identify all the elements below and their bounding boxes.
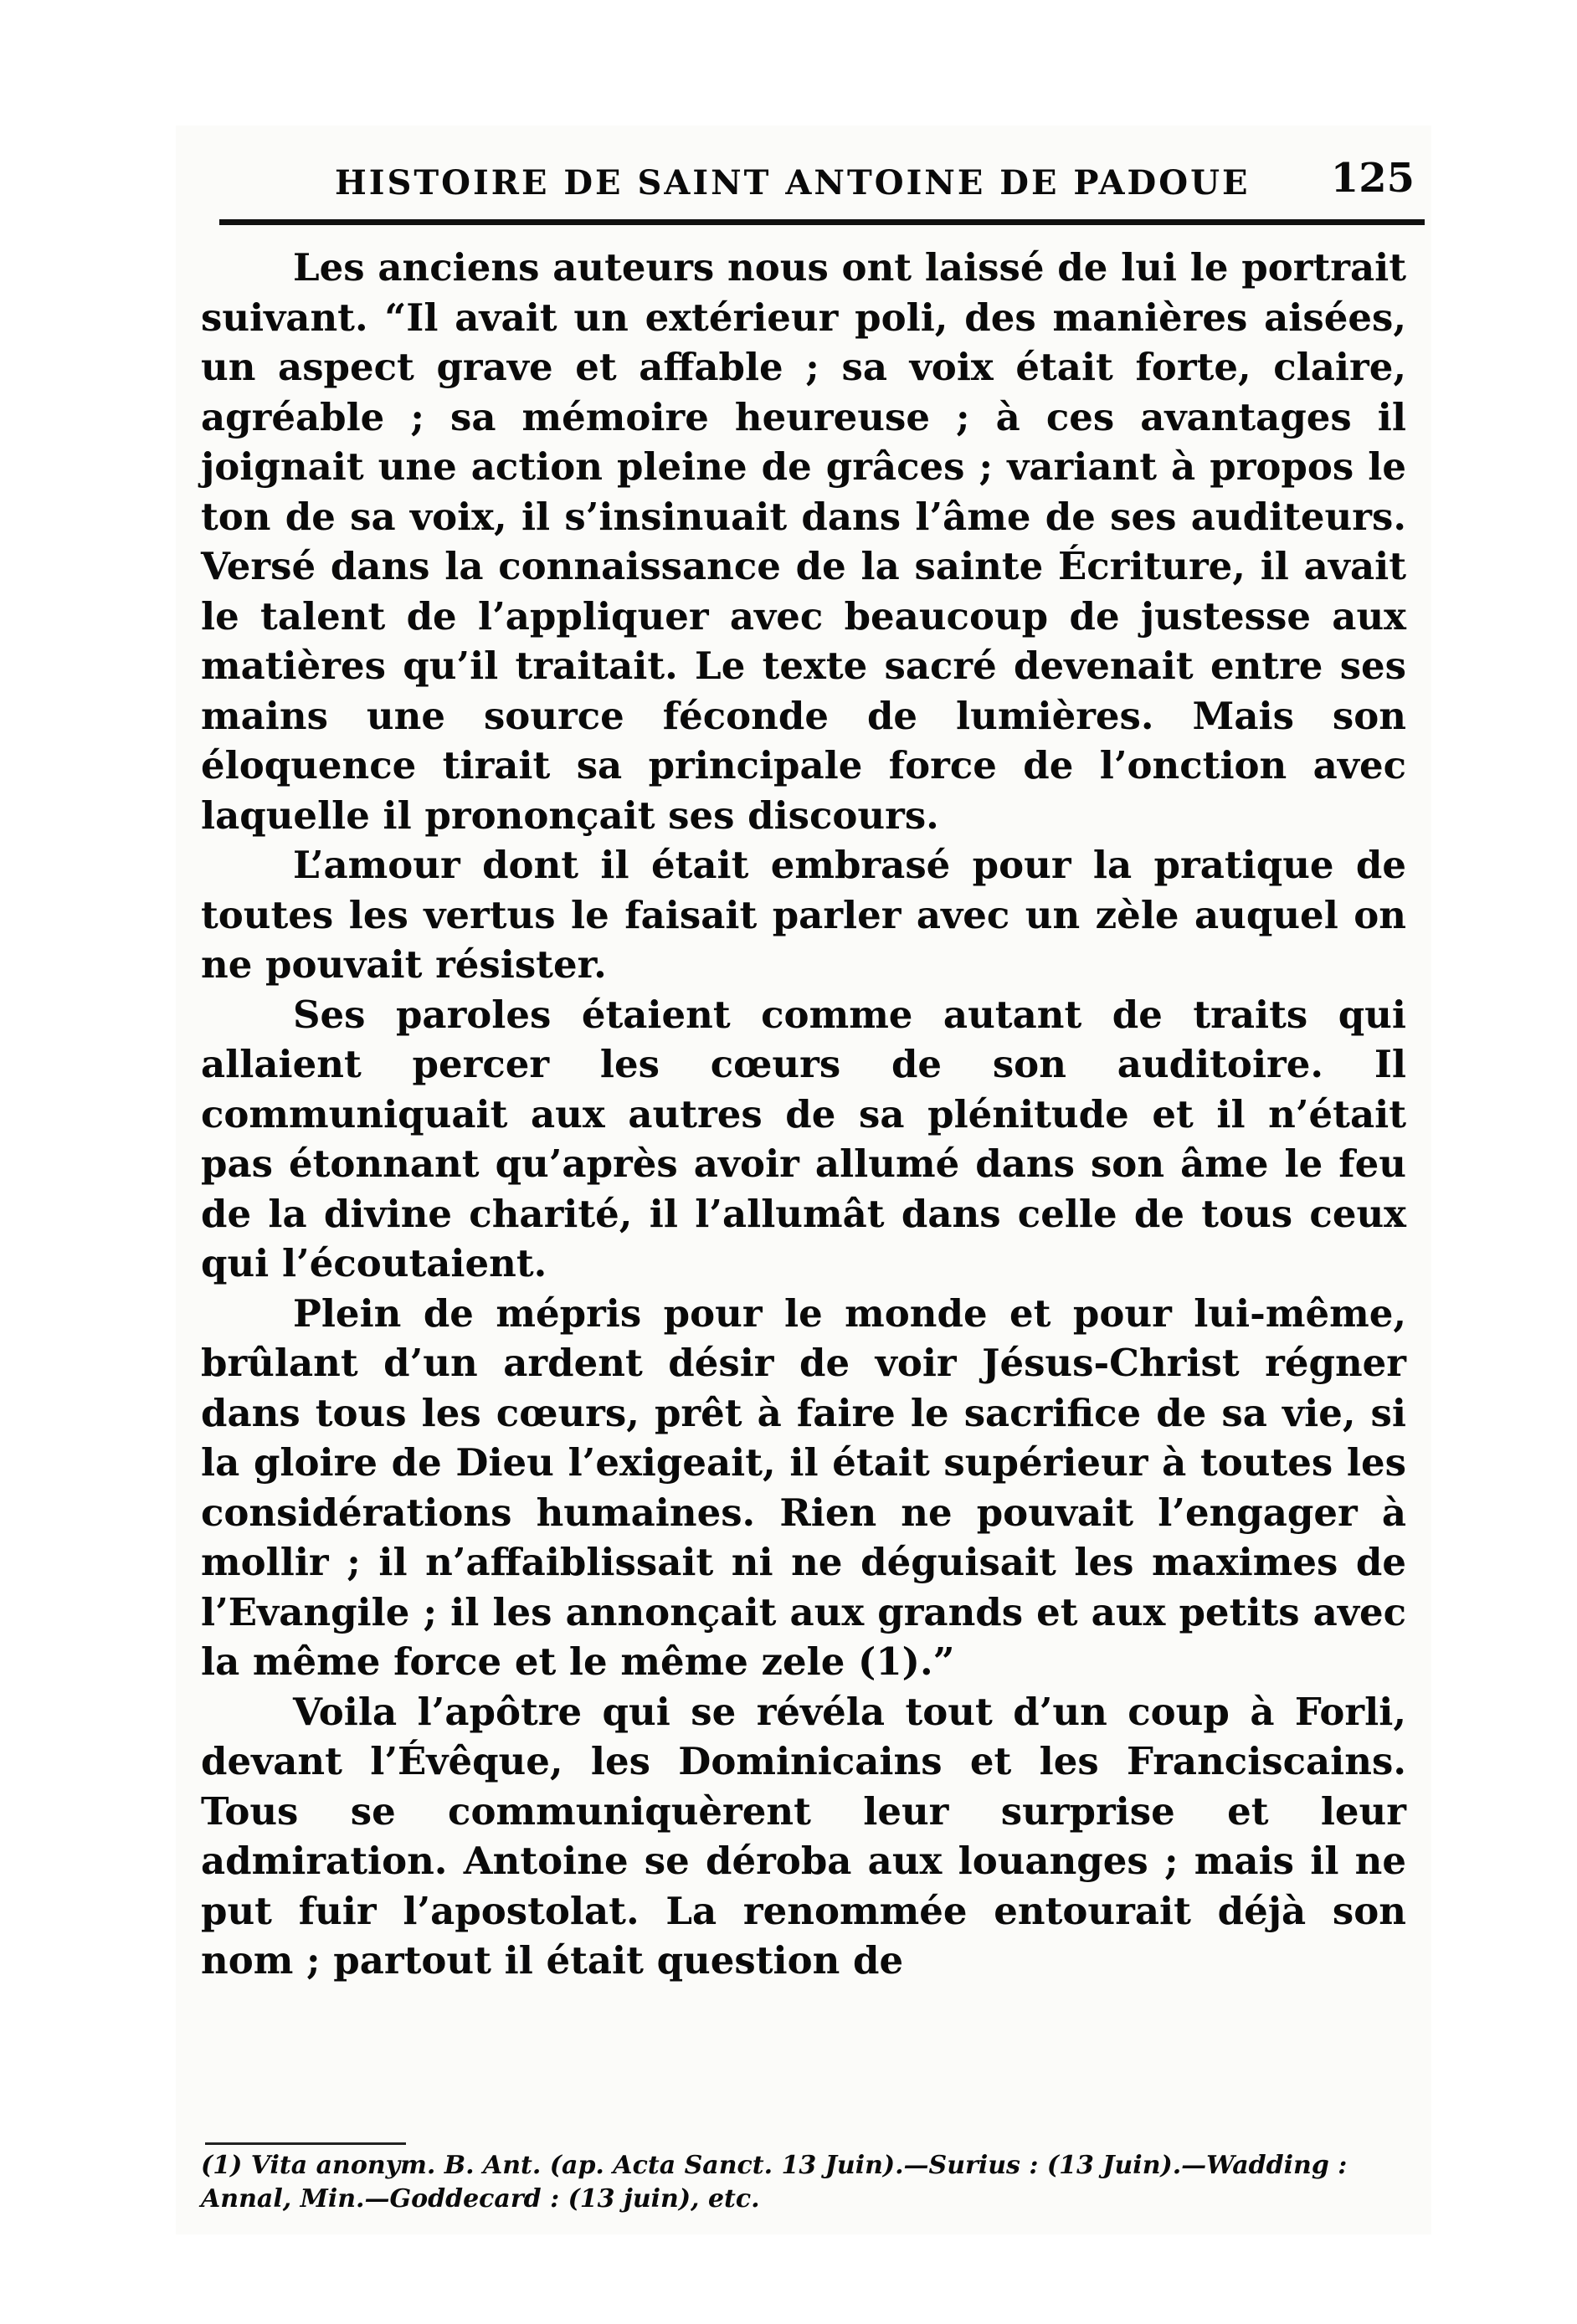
footnote: (1) Vita anonym. B. Ant. (ap. Acta Sanct. 13 Juin).—Surius : (13 Juin).—Wadding : Annal, Min.—Goddecard : (13 juin), etc. xyxy=(201,2151,1348,2214)
paragraph: L’amour dont il était embrasé pour la pratique de toutes les vertus le faisait parler avec un zèle auquel on ne pouvait résister. xyxy=(201,843,1406,987)
paragraph: Les anciens auteurs nous ont laissé de lui le portrait suivant. “Il avait un extérieur poli, des manières aisées, un aspect grave et affable ; sa voix était forte, claire, agréable ; sa mémoire heureuse ; à ces avantages il joignait une action pleine de grâces ; variant à propos le ton de sa voix, il s’insinuait dans l’âme de ses auditeurs. Versé dans la connaissance de la sainte Écriture, il avait le talent de l’appliquer avec beaucoup de justesse aux matières qu’il traitait. Le texte sacré devenait entre ses mains une source féconde de lumières. Mais son éloquence tirait sa principale force de l’onction avec laquelle il prononçait ses discours. xyxy=(201,245,1406,838)
running-head xyxy=(335,155,1431,213)
page-number: 125 xyxy=(1330,155,1415,202)
footnote-rule xyxy=(205,2142,406,2145)
body-text xyxy=(201,243,1406,1986)
header-rule xyxy=(219,219,1425,225)
paragraph: Voila l’apôtre qui se révéla tout d’un coup à Forli, devant l’Évêque, les Dominicains et les Franciscains. Tous se communiquèrent leur surprise et leur admiration. Antoine se déroba aux louanges ; mais il ne put fuir l’apostolat. La renommée entourait déjà son nom ; partout il était question de xyxy=(201,1689,1406,1983)
paragraph: Plein de mépris pour le monde et pour lui-même, brûlant d’un ardent désir de voir Jésus-Christ régner dans tous les cœurs, prêt à faire le sacrifice de sa vie, si la gloire de Dieu l’exigeait, il était supérieur à toutes les considérations humaines. Rien ne pouvait l’engager à mollir ; il n’affaiblissait ni ne déguisait les maximes de l’Evangile ; il les annonçait aux grands et aux petits avec la même force et le même zele (1).” xyxy=(201,1290,1406,1684)
running-title: HISTOIRE DE SAINT ANTOINE DE PADOUE xyxy=(335,163,1251,203)
paragraph: Ses paroles étaient comme autant de traits qui allaient percer les cœurs de son auditoire. Il communiquait aux autres de sa plénitude et il n’était pas étonnant qu’après avoir allumé dans son âme le feu de la divine charité, il l’allumât dans celle de tous ceux qui l’écoutaient. xyxy=(201,992,1406,1285)
